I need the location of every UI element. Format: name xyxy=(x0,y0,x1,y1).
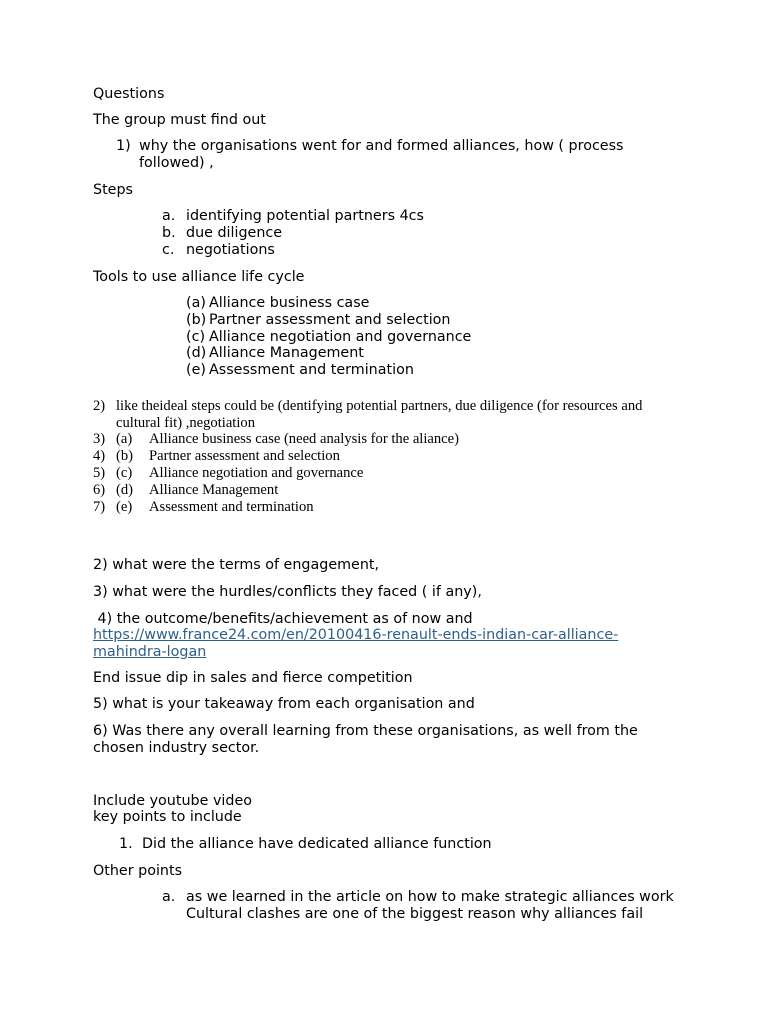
list-marker: (a) xyxy=(186,295,206,311)
intro-text: The group must find out xyxy=(93,112,266,128)
steps-title: Steps xyxy=(93,182,134,198)
question-2: 2) what were the terms of engagement, xyxy=(93,557,380,573)
list-marker: a. xyxy=(162,208,176,224)
heading-questions: Questions xyxy=(93,86,165,102)
question-text-continued: followed) , xyxy=(139,155,214,171)
list-marker: b. xyxy=(162,225,176,241)
list-item: negotiations xyxy=(186,242,275,258)
question-5: 5) what is your takeaway from each organisation and xyxy=(93,696,475,712)
list-number: 4) xyxy=(93,448,106,464)
question-4: 4) the outcome/benefits/achievement as of now and xyxy=(93,611,473,627)
list-number: 1) xyxy=(116,138,131,154)
list-item: Alliance Management xyxy=(149,482,279,498)
question-3: 3) what were the hurdles/conflicts they faced ( if any), xyxy=(93,584,482,600)
end-issue-note: End issue dip in sales and fierce competition xyxy=(93,670,413,686)
list-item-continued: cultural fit) ,negotiation xyxy=(116,415,256,431)
list-number: 6) xyxy=(93,482,106,498)
list-item: Did the alliance have dedicated alliance function xyxy=(142,836,492,852)
list-marker: (a) xyxy=(116,431,133,447)
list-number: 7) xyxy=(93,499,106,515)
list-marker: (b) xyxy=(116,448,134,464)
list-marker: (e) xyxy=(116,499,133,515)
list-item: as we learned in the article on how to make strategic alliances work xyxy=(186,889,674,905)
list-item: Assessment and termination xyxy=(209,362,414,378)
list-item: Alliance business case xyxy=(209,295,370,311)
list-item: Assessment and termination xyxy=(149,499,314,515)
youtube-note: Include youtube video xyxy=(93,793,252,809)
list-item: Partner assessment and selection xyxy=(209,312,451,328)
list-item: Partner assessment and selection xyxy=(149,448,340,464)
article-link[interactable]: https://www.france24.com/en/20100416-renault-ends-indian-car-alliance- xyxy=(93,627,619,643)
list-marker: (c) xyxy=(186,329,206,345)
list-item: Alliance business case (need analysis for the aliance) xyxy=(149,431,459,447)
list-item: identifying potential partners 4cs xyxy=(186,208,424,224)
other-points-title: Other points xyxy=(93,863,183,879)
list-marker: a. xyxy=(162,889,176,905)
list-item: Alliance negotiation and governance xyxy=(149,465,364,481)
list-marker: (d) xyxy=(116,482,134,498)
list-number: 5) xyxy=(93,465,106,481)
list-item: Alliance Management xyxy=(209,345,364,361)
list-marker: (d) xyxy=(186,345,207,361)
list-item: due diligence xyxy=(186,225,283,241)
list-marker: (e) xyxy=(186,362,206,378)
key-points-title: key points to include xyxy=(93,809,242,825)
question-6: 6) Was there any overall learning from these organisations, as well from the xyxy=(93,723,638,739)
list-marker: (c) xyxy=(116,465,133,481)
list-item: Alliance negotiation and governance xyxy=(209,329,472,345)
list-item-continued: Cultural clashes are one of the biggest reason why alliances fail xyxy=(186,906,644,922)
question-6-continued: chosen industry sector. xyxy=(93,740,260,756)
list-marker: c. xyxy=(162,242,175,258)
list-item: like theideal steps could be (dentifying potential partners, due diligence (for resources and xyxy=(116,398,643,414)
question-text: why the organisations went for and formed alliances, how ( process xyxy=(139,138,624,154)
list-number: 2) xyxy=(93,398,106,414)
tools-title: Tools to use alliance life cycle xyxy=(93,269,305,285)
list-number: 3) xyxy=(93,431,106,447)
list-marker: (b) xyxy=(186,312,207,328)
article-link-continued[interactable]: mahindra-logan xyxy=(93,644,207,660)
list-number: 1. xyxy=(119,836,133,852)
